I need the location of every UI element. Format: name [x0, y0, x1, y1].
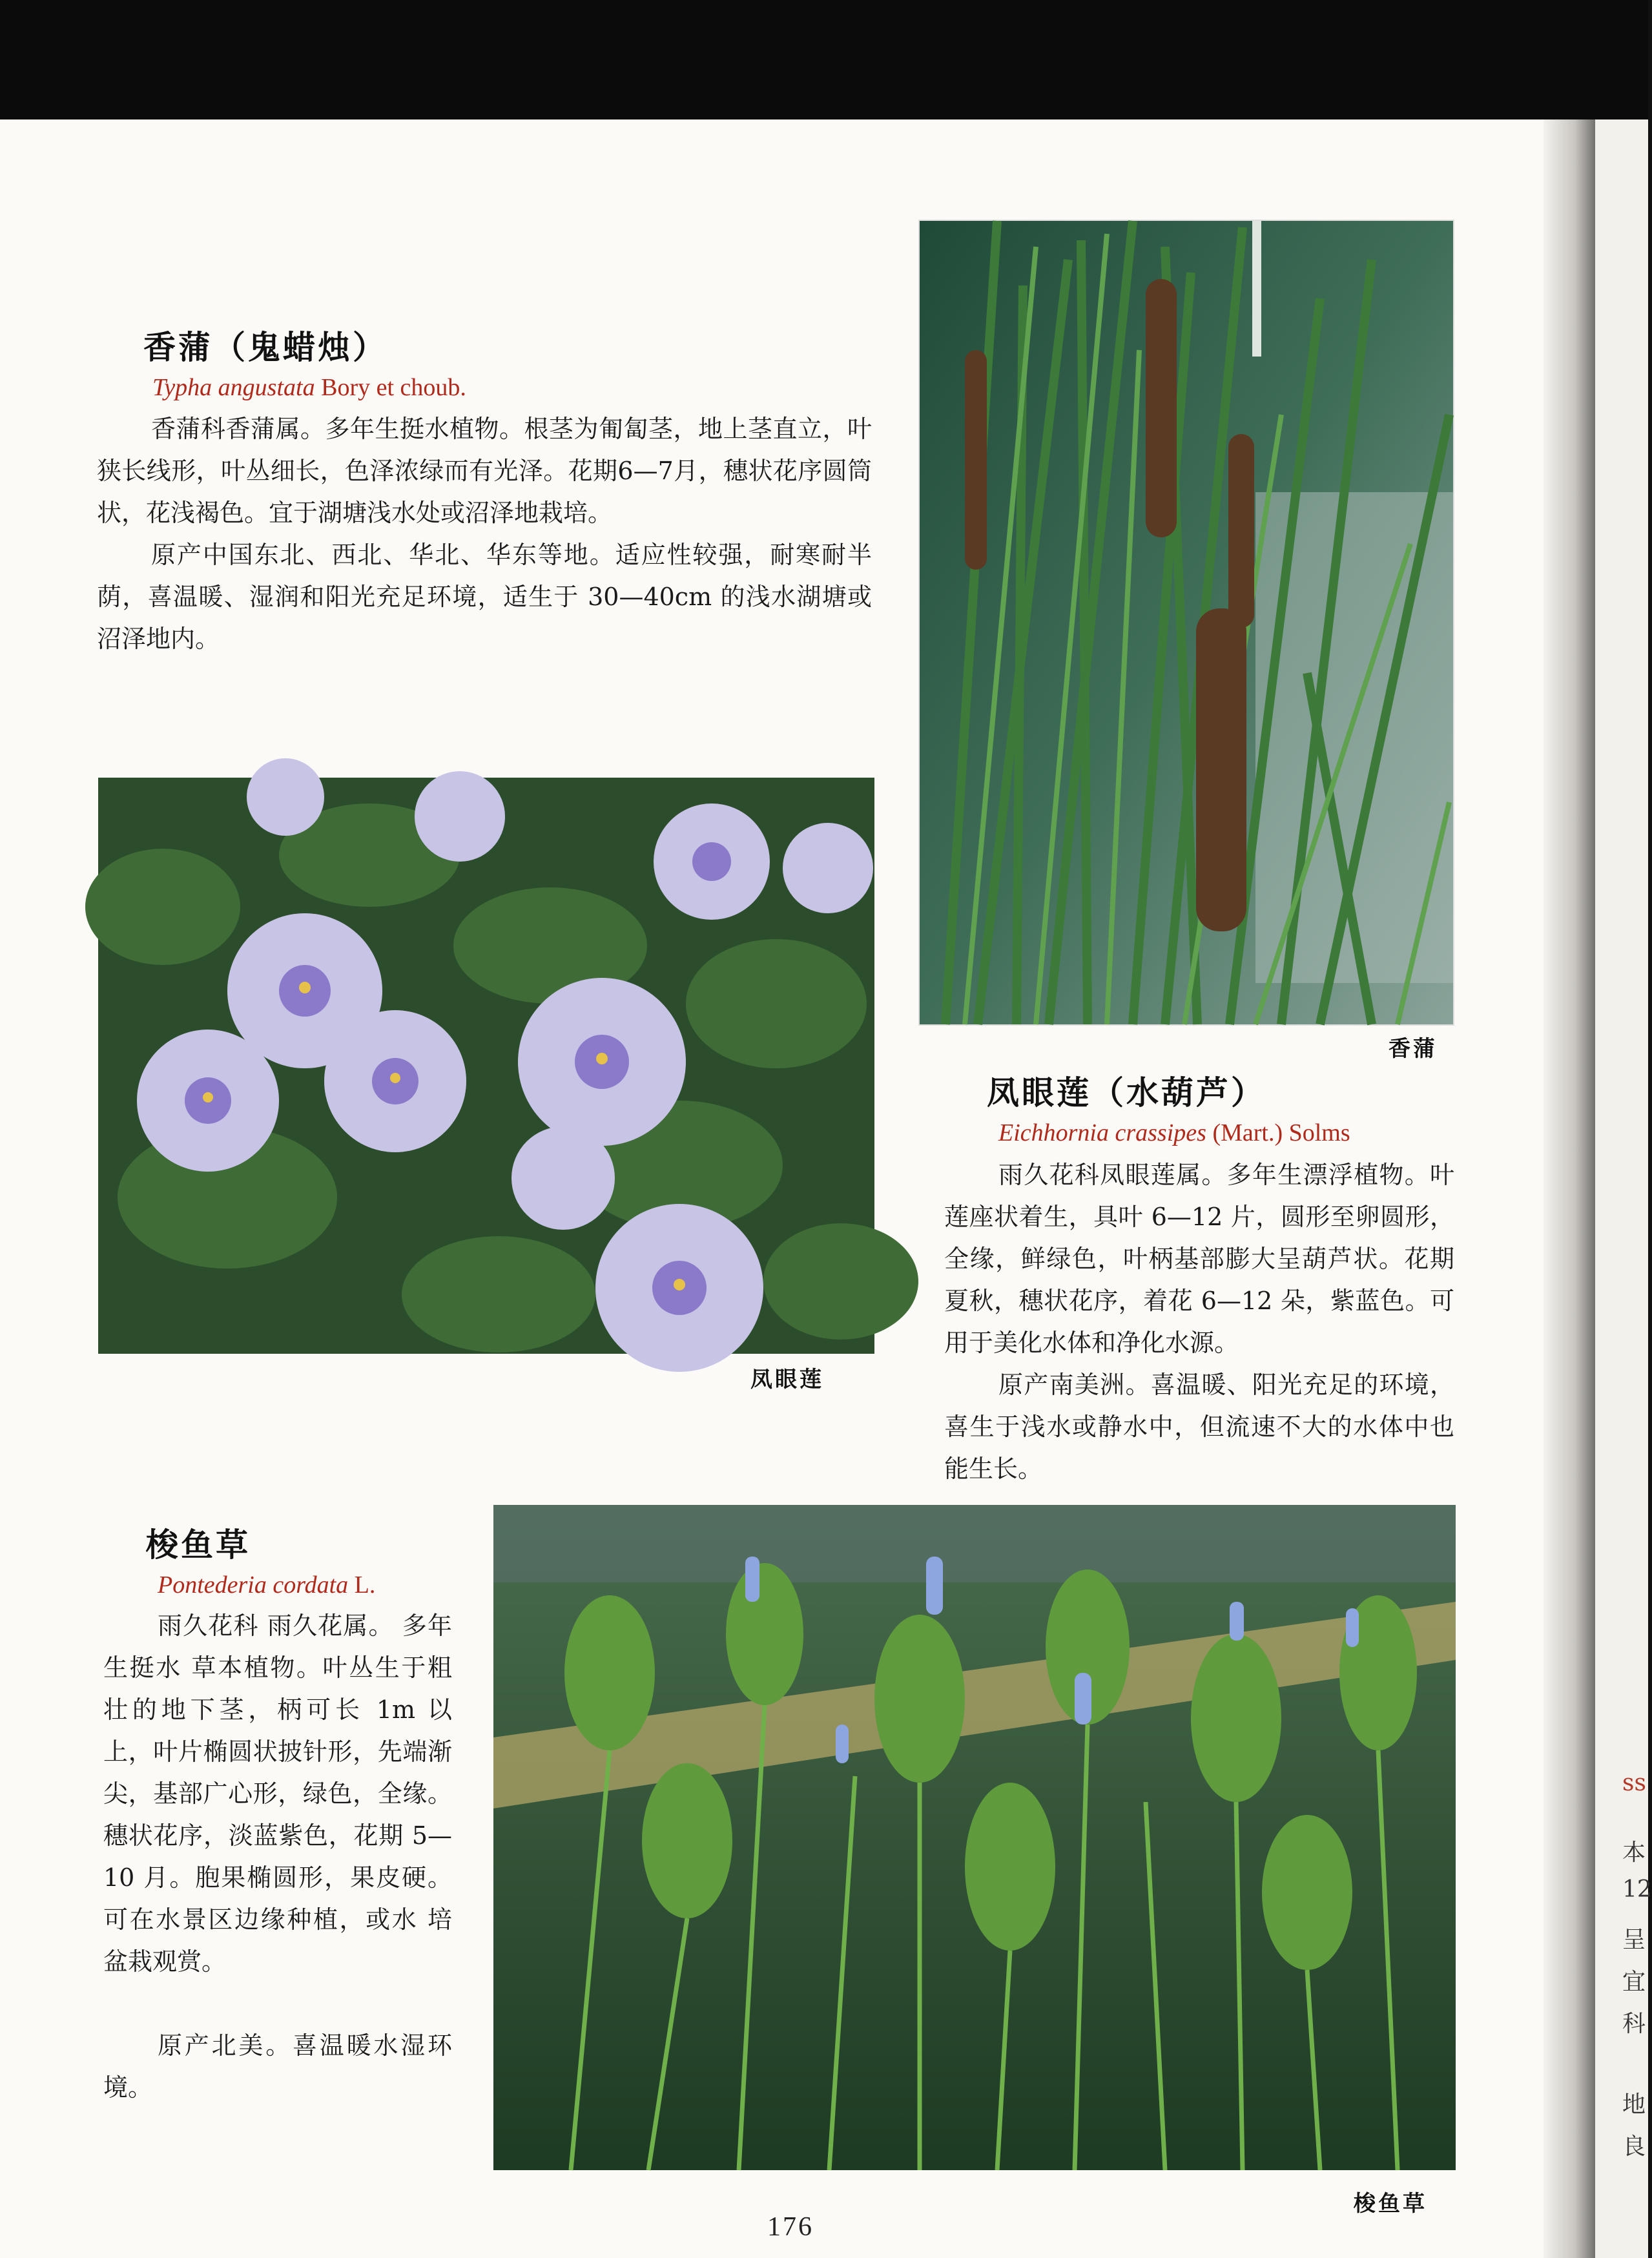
- next-page-edge: [1595, 119, 1652, 2258]
- typha-origin: 原产中国东北、西北、华北、华东等地。适应性较强，耐寒耐半荫，喜温暖、湿润和阳光充足环境，适生于 30—40cm 的浅水湖塘或沼泽地内。: [97, 541, 872, 653]
- pontederia-photo: [493, 1505, 1456, 2170]
- scanner-background: [0, 0, 1648, 123]
- next-page-fragment: 宜: [1622, 1969, 1646, 1995]
- typha-latin-name: Typha angustata Bory et choub.: [152, 374, 466, 401]
- next-page-fragment: 12: [1622, 1876, 1652, 1903]
- pontederia-caption: 梭鱼草: [1354, 2191, 1427, 2217]
- typha-photo: [918, 220, 1454, 1026]
- pontederia-latin-name: Pontederia cordata L.: [158, 1571, 376, 1599]
- eichhornia-description: 雨久花科凤眼莲属。多年生漂浮植物。叶莲座状着生，具叶 6—12 片，圆形至卵圆形，全缘，鲜绿色，叶柄基部膨大呈葫芦状。花期夏秋，穗状花序，着花 6—12 朵，紫蓝色。可用于美化水体和净化水源。: [944, 1161, 1454, 1357]
- eichhornia-latin-name: Eichhornia crassipes (Mart.) Solms: [998, 1119, 1350, 1146]
- next-page-fragment: 良: [1622, 2133, 1646, 2160]
- pontederia-title: 梭鱼草: [146, 1526, 251, 1564]
- next-page-fragment: ss: [1622, 1770, 1646, 1796]
- eichhornia-photo: [98, 778, 874, 1354]
- eichhornia-caption: 凤眼莲: [750, 1367, 824, 1393]
- typha-description: 香蒲科香蒲属。多年生挺水植物。根茎为匍匐茎，地上茎直立，叶狭长线形，叶丛细长，色泽浓绿而有光泽。花期6—7月，穗状花序圆筒状，花浅褐色。宜于湖塘浅水处或沼泽地栽培。: [97, 415, 872, 527]
- pontederia-description: 雨久花科 雨久花属。 多年生挺水 草本植物。叶丛生于粗壮的地下茎，柄可长 1m 以上，叶片椭圆状披针形，先端渐尖，基部广心形，绿色，全缘。穗状花序，淡蓝紫色，花期 5—10 月。胞果椭圆形，果皮硬。可在水景区边缘种植，或水 培盆栽观赏。: [103, 1611, 452, 1976]
- typha-caption: 香蒲: [1389, 1036, 1438, 1062]
- eichhornia-title: 凤眼莲（水葫芦）: [987, 1074, 1266, 1112]
- pontederia-origin: 原产北美。喜温暖水湿环境。: [103, 2031, 452, 2102]
- next-page-fragment: 科: [1622, 2011, 1646, 2037]
- typha-title: 香蒲（鬼蜡烛）: [143, 329, 387, 366]
- page-number: 176: [767, 2212, 814, 2242]
- next-page-fragment: 本: [1622, 1839, 1646, 1866]
- next-page-fragment: 呈: [1622, 1927, 1646, 1953]
- eichhornia-origin: 原产南美洲。喜温暖、阳光充足的环境，喜生于浅水或静水中，但流速不大的水体中也能生长。: [944, 1371, 1454, 1483]
- next-page-fragment: 地: [1622, 2091, 1646, 2118]
